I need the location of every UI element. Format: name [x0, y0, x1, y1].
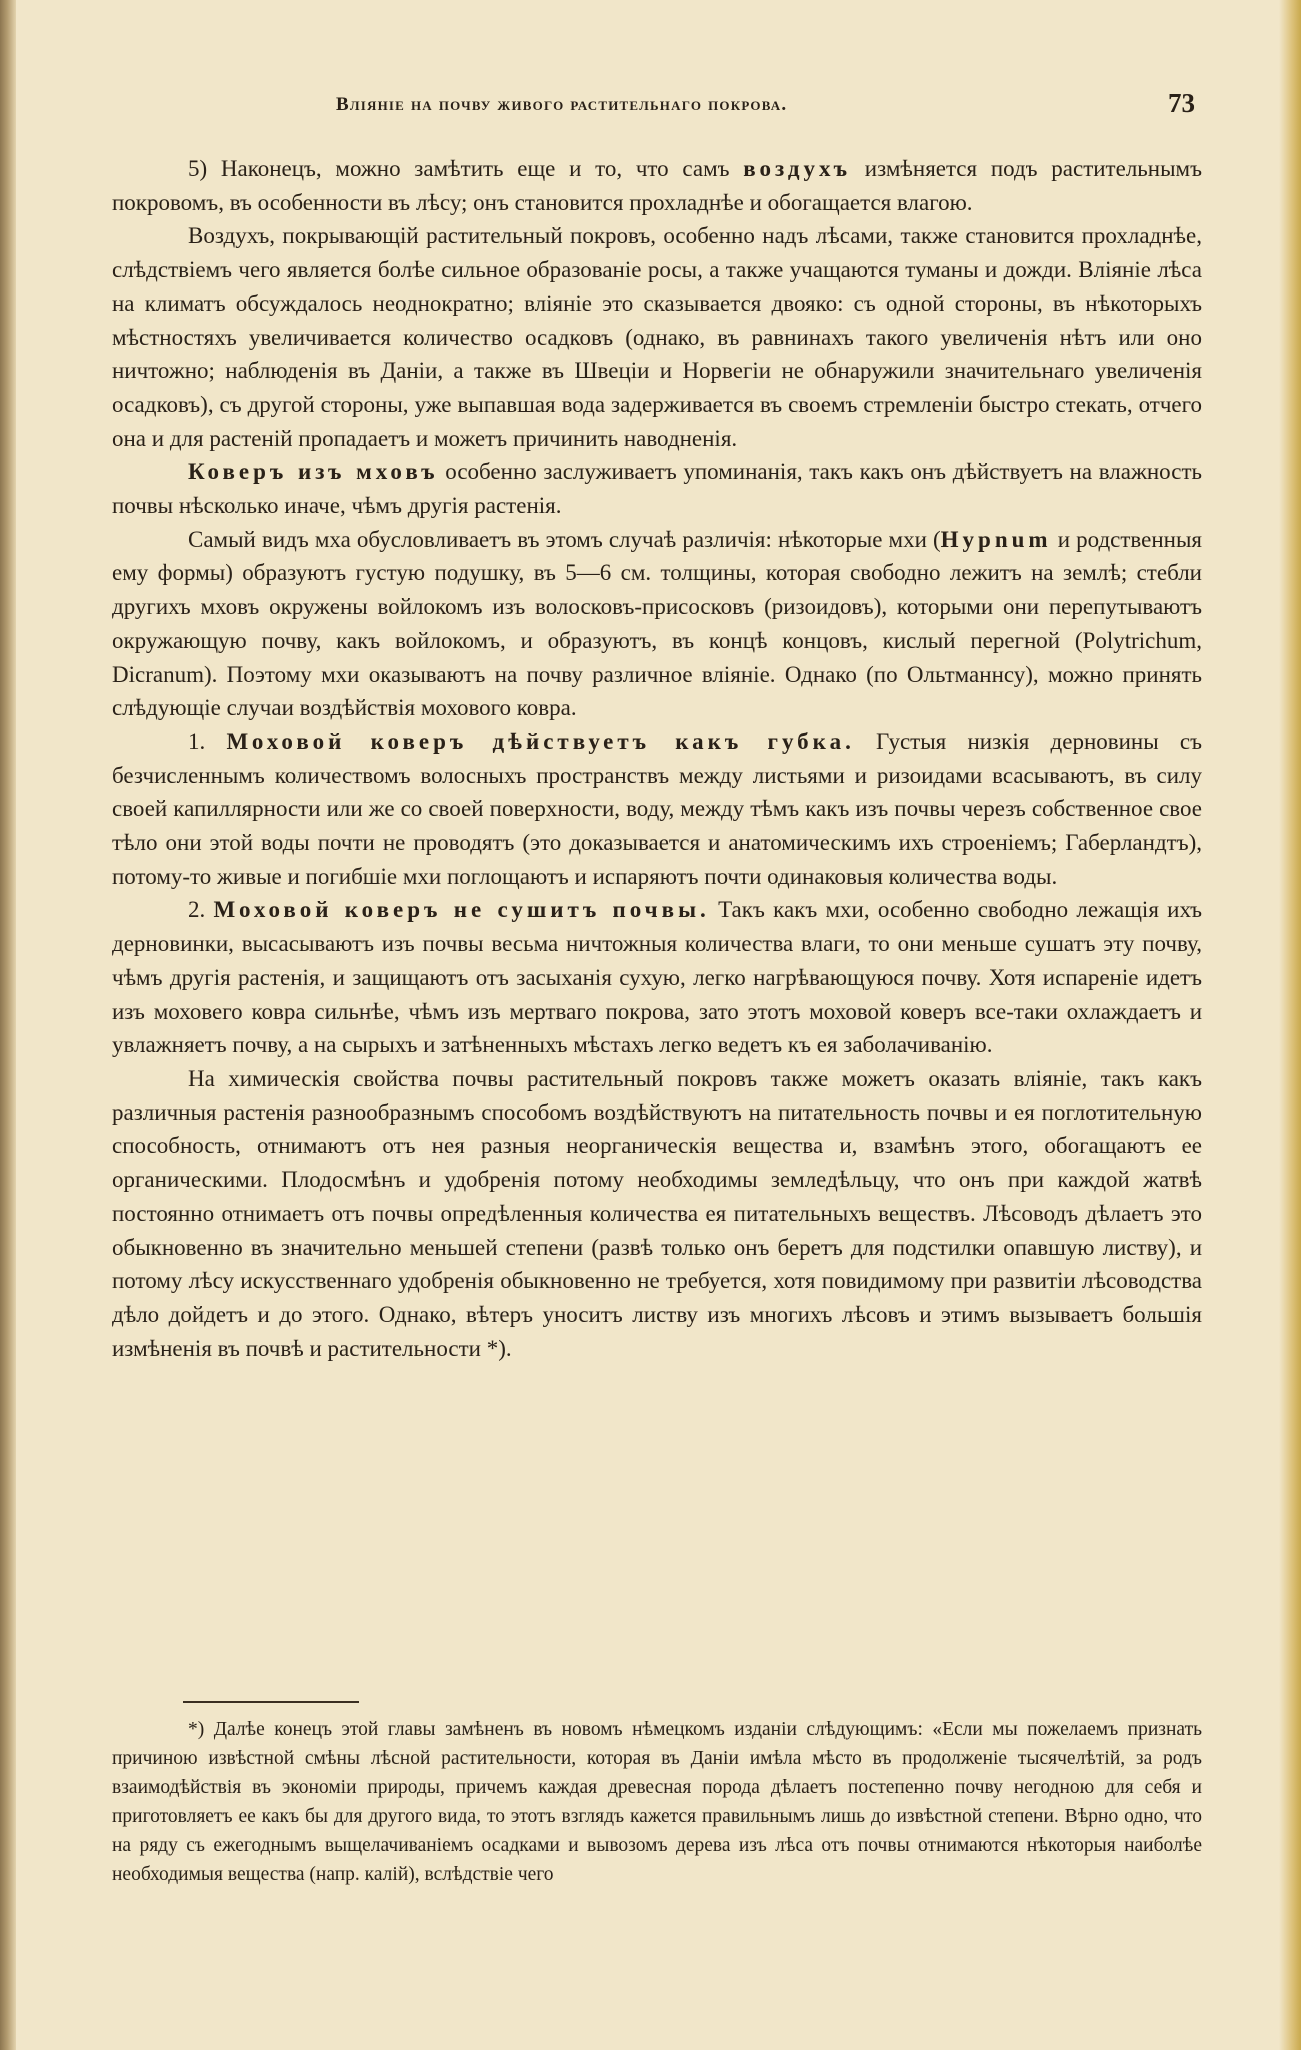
- text-run: Самый видъ мха обусловливаетъ въ этомъ случаѣ различія: нѣкоторые мхи (: [188, 526, 941, 552]
- paragraph-case-2: [112, 893, 1202, 1062]
- paragraph-moss-types: [112, 523, 1202, 725]
- running-title: Вліяніе на почву живого растительнаго покрова.: [336, 94, 788, 115]
- paragraph-moss-carpet: [112, 455, 1202, 522]
- emphasis-text: Моховой коверъ не сушитъ почвы.: [213, 897, 710, 923]
- text-run: На химическія свойства почвы растительный покровъ также можетъ оказать вліяніе, такъ какъ различныя растенія разнообразнымъ способомъ воздѣйствуютъ на питательность почвы и ея поглотительную способность, отнимаютъ отъ нея разныя неорганическія вещества и, взамѣнъ этого, обогащаютъ ее органическими. Плодосмѣнъ и удобренія потому необходимы земледѣльцу, что онъ при каждой жатвѣ постоянно отнимаетъ отъ почвы опредѣленныя количества ея питательныхъ веществъ. Лѣсоводъ дѣлаетъ это обыкновенно въ значительно меньшей степени (развѣ только онъ беретъ для подстилки опавшую листву), и потому лѣсу искусственнаго удобренія обыкновенно не требуется, хотя повидимому при развитіи лѣсоводства дѣло дойдетъ и до этого. Однако, вѣтеръ уноситъ листву изъ многихъ лѣсовъ и этимъ вызываетъ большія измѣненія въ почвѣ и растительности *).: [112, 1065, 1202, 1361]
- text-run: Такъ какъ мхи, особенно свободно лежащія ихъ дерновинки, высасываютъ изъ почвы весьма ничтожныя количества влаги, то они меньше сушатъ эту почву, чѣмъ другія растенія, и защищаютъ отъ засыханія сухую, легко нагрѣвающуюся почву. Хотя испареніе идетъ изъ моховего ковра сильнѣе, чѣмъ изъ мертваго покрова, зато этотъ моховой коверъ все-таки охлаждаетъ и увлажняетъ почву, а на сырыхъ и затѣненныхъ мѣстахъ легко ведетъ къ ея заболачиванію.: [112, 897, 1203, 1058]
- footnote-rule: [183, 1701, 359, 1703]
- page-edge: [1279, 0, 1301, 2050]
- emphasis-text: Моховой коверъ дѣйствуетъ какъ губка.: [226, 728, 855, 754]
- page-number: 73: [1168, 88, 1195, 118]
- running-head: [110, 88, 1200, 130]
- text-run: особенно заслуживаетъ упоминанія, такъ какъ онъ дѣйствуетъ на влажность почвы нѣсколько иначе, чѣмъ другія растенія.: [112, 459, 1202, 519]
- page-gutter: [0, 0, 16, 2050]
- footnote: *) Далѣе конецъ этой главы замѣненъ въ новомъ нѣмецкомъ изданіи слѣдующимъ: «Если мы пожелаемъ признать причиною извѣстной смѣны лѣсной растительности, которая въ Даніи имѣла мѣсто въ продолженіе тысячелѣтій, за родъ взаимодѣйствія въ экономіи природы, причемъ каждая древесная порода дѣлаетъ постепенно почву негодною для себя и приготовляетъ ее какъ бы для другого вида, то этотъ взглядъ кажется правильнымъ лишь до извѣстной степени. Вѣрно одно, что на ряду съ ежегоднымъ выщелачиваніемъ осадками и вывозомъ дерева изъ лѣса отъ почвы отнимаются нѣкоторыя наиболѣе необходимыя вещества (напр. калій), вслѣдствіе чего: [112, 1719, 1202, 1885]
- emphasis-text: Hypnum: [940, 526, 1052, 552]
- text-run: и родственныя ему формы) образуютъ густую подушку, въ 5—6 см. толщины, которая свободно лежитъ на землѣ; стебли другихъ мховъ окружены войлокомъ изъ волосковъ-присосковъ (ризоидовъ), которыми они перепутываютъ окружающую почву, какъ войлокомъ, и образуютъ, въ концѣ концовъ, кислый перегной (Polytrichum, Dicranum). Поэтому мхи оказываютъ на почву различное вліяніе. Однако (по Ольтманнсу), можно принять слѣдующіе случаи воздѣйствія мохового ковра.: [112, 526, 1203, 721]
- text-run: измѣняется подъ растительнымъ покровомъ, въ особенности въ лѣсу; онъ становится прохладнѣе и обогащается влагою.: [112, 156, 1202, 215]
- text-run: 2.: [188, 897, 214, 923]
- text-run: Воздухъ, покрывающій растительный покровъ, особенно надъ лѣсами, также становится прохладнѣе, слѣдствіемъ чего является болѣе сильное образованіе росы, а также учащаются туманы и дожди. Вліяніе лѣса на климатъ обсуждалось неоднократно; вліяніе это сказывается двояко: съ одной стороны, въ нѣкоторыхъ мѣстностяхъ увеличивается количество осадковъ (однако, въ равнинахъ такого увеличенія нѣтъ или оно ничтожно; наблюденія въ Даніи, а также въ Швеціи и Норвегіи не обнаружили значительнаго увеличенія осадковъ), съ другой стороны, уже выпавшая вода задерживается въ своемъ стремленіи быстро стекать, отчего она и для растеній пропадаетъ и можетъ причинить наводненія.: [112, 223, 1202, 451]
- text-run: 5) Наконецъ, можно замѣтить еще и то, что самъ: [188, 156, 744, 181]
- paragraph-forest-climate: [112, 219, 1202, 455]
- emphasis-text: Коверъ изъ мховъ: [188, 459, 439, 485]
- paragraph-air: [112, 152, 1202, 219]
- text-run: 1.: [188, 728, 227, 754]
- paragraph-chemical: [112, 1062, 1202, 1365]
- paragraph-case-1: [112, 725, 1202, 894]
- text-run: Густыя низкія дерновины съ безчисленнымъ количествомъ волосныхъ пространствъ между листьями и ризоидами всасываютъ, въ силу своей капиллярности или же со своей поверхности, воду, между тѣмъ какъ изъ почвы черезъ собственное свое тѣло они этой воды почти не проводятъ (это доказывается и анатомическимъ ихъ строеніемъ; Габерландтъ), потому-то живые и погибшіе мхи поглощаютъ и испаряютъ почти одинаковыя количества воды.: [112, 728, 1202, 889]
- page-body: [112, 152, 1202, 1365]
- emphasis-text: воздухъ: [743, 156, 852, 181]
